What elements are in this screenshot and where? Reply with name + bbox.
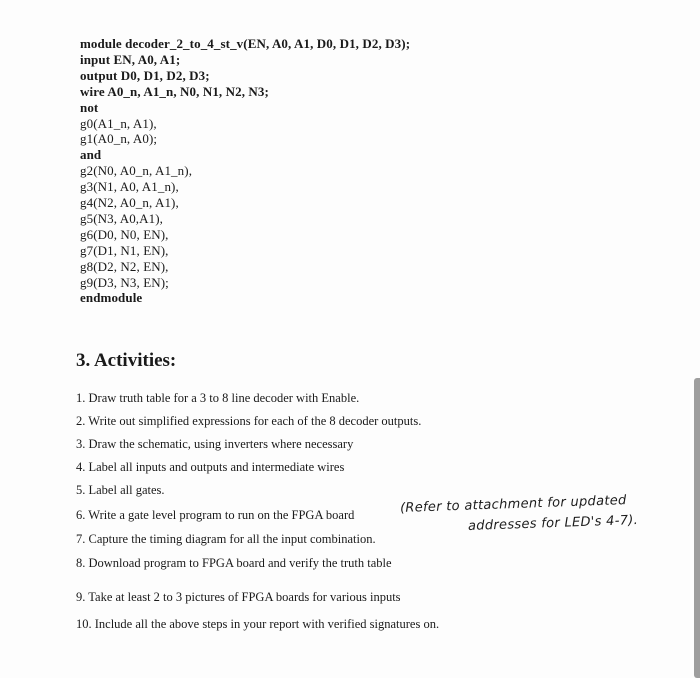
code-line-output: output D0, D1, D2, D3;: [80, 68, 210, 83]
code-line-wire: wire A0_n, A1_n, N0, N1, N2, N3;: [80, 84, 269, 99]
code-line-g7: g7(D1, N1, EN),: [80, 243, 169, 258]
code-line-not: not: [80, 100, 99, 115]
activity-item-1: 1. Draw truth table for a 3 to 8 line decoder with Enable.: [76, 391, 360, 405]
handwritten-note-line-2: addresses for LED's 4-7).: [467, 513, 639, 534]
activity-item-3: 3. Draw the schematic, using inverters where necessary: [76, 437, 354, 451]
code-line-g5: g5(N3, A0,A1),: [80, 211, 164, 226]
activity-item-10: 10. Include all the above steps in your report with verified signatures on.: [76, 617, 440, 631]
code-line-g8: g8(D2, N2, EN),: [80, 259, 169, 274]
activity-item-8: 8. Download program to FPGA board and verify the truth table: [76, 556, 392, 570]
activity-item-5: 5. Label all gates.: [76, 483, 165, 497]
code-line-g1: g1(A0_n, A0);: [80, 131, 158, 146]
code-line-g6: g6(D0, N0, EN),: [80, 227, 169, 242]
code-line-g9: g9(D3, N3, EN);: [80, 275, 169, 290]
code-line-and: and: [80, 147, 102, 162]
activities-heading: 3. Activities:: [76, 350, 177, 371]
code-line-g2: g2(N0, A0_n, A1_n),: [80, 163, 193, 178]
vertical-scrollbar[interactable]: [694, 378, 700, 678]
code-line-input: input EN, A0, A1;: [80, 52, 181, 67]
code-line-endmodule: endmodule: [80, 290, 143, 305]
handwritten-note-line-1: (Refer to attachment for updated: [399, 493, 627, 516]
activity-item-4: 4. Label all inputs and outputs and intermediate wires: [76, 460, 345, 474]
activity-item-9: 9. Take at least 2 to 3 pictures of FPGA boards for various inputs: [76, 590, 401, 604]
code-line-g4: g4(N2, A0_n, A1),: [80, 195, 179, 210]
code-line-module: module decoder_2_to_4_st_v(EN, A0, A1, D0, D1, D2, D3);: [80, 36, 411, 51]
activity-item-6: 6. Write a gate level program to run on the FPGA board: [76, 508, 355, 522]
activity-item-7: 7. Capture the timing diagram for all the input combination.: [76, 532, 376, 546]
code-line-g3: g3(N1, A0, A1_n),: [80, 179, 179, 194]
code-line-g0: g0(A1_n, A1),: [80, 116, 157, 131]
activity-item-2: 2. Write out simplified expressions for each of the 8 decoder outputs.: [76, 414, 422, 428]
